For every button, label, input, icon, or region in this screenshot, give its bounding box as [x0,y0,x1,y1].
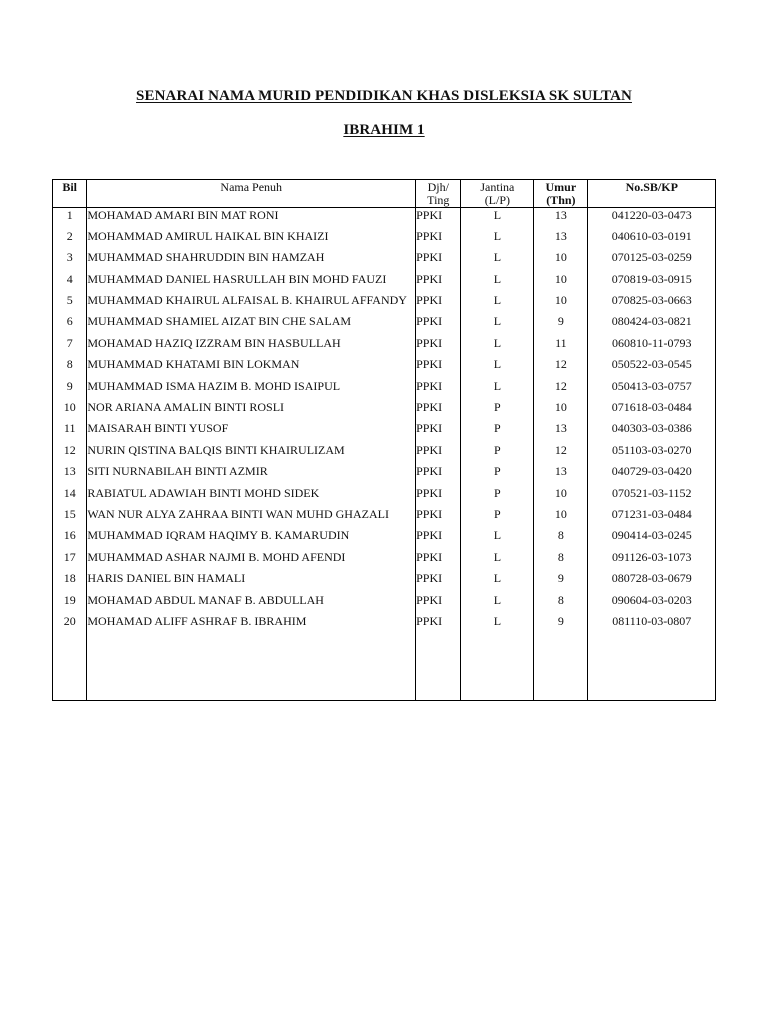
table-empty-space [53,635,716,700]
cell-nama: MOHAMAD ABDUL MANAF B. ABDULLAH [87,593,416,614]
cell-bil: 17 [53,550,87,571]
cell-jantina: L [461,379,534,400]
cell-djh: PPKI [416,443,461,464]
cell-bil: 2 [53,229,87,250]
cell-bil: 6 [53,314,87,335]
table-row [53,550,716,571]
header-nama: Nama Penuh [87,180,416,208]
cell-bil: 18 [53,571,87,592]
cell-jantina: L [461,293,534,314]
document-subtitle: IBRAHIM 1 [343,122,425,138]
table-row [53,379,716,400]
cell-bil: 11 [53,421,87,442]
header-jantina-line2: (L/P) [484,193,511,207]
cell-umur: 9 [534,314,588,335]
cell-jantina: P [461,464,534,485]
cell-no-kp: 070521-03-1152 [588,486,716,507]
cell-djh: PPKI [416,614,461,635]
cell-nama: MOHAMAD ALIFF ASHRAF B. IBRAHIM [87,614,416,635]
cell-nama: NOR ARIANA AMALIN BINTI ROSLI [87,400,416,421]
cell-bil: 12 [53,443,87,464]
table-row [53,464,716,485]
table-row [53,528,716,549]
cell-nama: MOHAMMAD AMIRUL HAIKAL BIN KHAIZI [87,229,416,250]
cell-djh: PPKI [416,550,461,571]
cell-no-kp: 080728-03-0679 [588,571,716,592]
header-djh-line1: Djh/ [427,180,449,194]
cell-umur: 10 [534,486,588,507]
table-row [53,486,716,507]
cell-umur: 13 [534,229,588,250]
header-djh [416,180,461,208]
cell-bil: 13 [53,464,87,485]
header-umur [534,180,588,208]
cell-nama: WAN NUR ALYA ZAHRAA BINTI WAN MUHD GHAZALI [87,507,416,528]
header-djh-line2: Ting [427,193,450,207]
header-jantina-line1: Jantina [480,180,515,194]
cell-nama: HARIS DANIEL BIN HAMALI [87,571,416,592]
cell-nama: RABIATUL ADAWIAH BINTI MOHD SIDEK [87,486,416,507]
cell-umur: 12 [534,357,588,378]
cell-djh: PPKI [416,464,461,485]
cell-jantina: L [461,208,534,229]
cell-no-kp: 050522-03-0545 [588,357,716,378]
cell-no-kp: 050413-03-0757 [588,379,716,400]
cell-djh: PPKI [416,421,461,442]
table-row [53,314,716,335]
cell-bil: 7 [53,336,87,357]
cell-nama: NURIN QISTINA BALQIS BINTI KHAIRULIZAM [87,443,416,464]
cell-no-kp: 040610-03-0191 [588,229,716,250]
cell-jantina: L [461,250,534,271]
cell-jantina: L [461,614,534,635]
cell-bil: 20 [53,614,87,635]
cell-umur: 13 [534,464,588,485]
cell-nama: MAISARAH BINTI YUSOF [87,421,416,442]
cell-bil: 4 [53,272,87,293]
header-row [53,180,716,208]
cell-bil: 14 [53,486,87,507]
cell-no-kp: 071231-03-0484 [588,507,716,528]
cell-no-kp: 081110-03-0807 [588,614,716,635]
cell-umur: 9 [534,571,588,592]
table-row [53,571,716,592]
cell-umur: 12 [534,443,588,464]
table-row [53,293,716,314]
table-row [53,421,716,442]
cell-no-kp: 060810-11-0793 [588,336,716,357]
cell-bil: 9 [53,379,87,400]
cell-no-kp: 070825-03-0663 [588,293,716,314]
cell-nama: MUHAMMAD KHATAMI BIN LOKMAN [87,357,416,378]
cell-jantina: L [461,314,534,335]
cell-bil: 15 [53,507,87,528]
cell-jantina: L [461,550,534,571]
cell-bil: 3 [53,250,87,271]
header-jantina [461,180,534,208]
cell-jantina: L [461,571,534,592]
cell-no-kp: 040729-03-0420 [588,464,716,485]
cell-nama: MUHAMMAD IQRAM HAQIMY B. KAMARUDIN [87,528,416,549]
cell-djh: PPKI [416,272,461,293]
cell-umur: 11 [534,336,588,357]
cell-umur: 8 [534,593,588,614]
header-umur-line1: Umur [545,180,577,194]
cell-bil: 5 [53,293,87,314]
cell-jantina: L [461,272,534,293]
cell-djh: PPKI [416,528,461,549]
cell-no-kp: 090604-03-0203 [588,593,716,614]
table-row [53,272,716,293]
cell-djh: PPKI [416,314,461,335]
cell-djh: PPKI [416,593,461,614]
cell-umur: 10 [534,400,588,421]
cell-no-kp: 071618-03-0484 [588,400,716,421]
cell-jantina: P [461,486,534,507]
cell-no-kp: 070819-03-0915 [588,272,716,293]
cell-bil: 16 [53,528,87,549]
cell-nama: MOHAMAD AMARI BIN MAT RONI [87,208,416,229]
cell-djh: PPKI [416,571,461,592]
header-kp: No.SB/KP [588,180,716,208]
table-row [53,250,716,271]
cell-djh: PPKI [416,293,461,314]
cell-jantina: L [461,528,534,549]
table-row [53,208,716,229]
table-body [53,208,716,701]
cell-bil: 1 [53,208,87,229]
cell-umur: 8 [534,528,588,549]
cell-nama: MOHAMAD HAZIQ IZZRAM BIN HASBULLAH [87,336,416,357]
cell-djh: PPKI [416,229,461,250]
cell-umur: 13 [534,421,588,442]
cell-no-kp: 070125-03-0259 [588,250,716,271]
cell-no-kp: 091126-03-1073 [588,550,716,571]
cell-umur: 13 [534,208,588,229]
cell-bil: 10 [53,400,87,421]
cell-nama: MUHAMMAD ASHAR NAJMI B. MOHD AFENDI [87,550,416,571]
cell-no-kp: 040303-03-0386 [588,421,716,442]
cell-umur: 9 [534,614,588,635]
cell-umur: 8 [534,550,588,571]
cell-djh: PPKI [416,336,461,357]
cell-nama: MUHAMMAD KHAIRUL ALFAISAL B. KHAIRUL AFFANDY [87,293,416,314]
cell-bil: 8 [53,357,87,378]
cell-djh: PPKI [416,507,461,528]
cell-jantina: L [461,229,534,250]
cell-djh: PPKI [416,486,461,507]
cell-jantina: L [461,593,534,614]
cell-jantina: P [461,421,534,442]
table-row [53,229,716,250]
cell-umur: 10 [534,507,588,528]
document-title: SENARAI NAMA MURID PENDIDIKAN KHAS DISLEKSIA SK SULTAN [136,88,632,104]
table-row [53,443,716,464]
cell-umur: 10 [534,272,588,293]
table-row [53,507,716,528]
cell-no-kp: 080424-03-0821 [588,314,716,335]
cell-djh: PPKI [416,208,461,229]
table-row [53,336,716,357]
cell-nama: SITI NURNABILAH BINTI AZMIR [87,464,416,485]
cell-nama: MUHAMMAD SHAMIEL AIZAT BIN CHE SALAM [87,314,416,335]
cell-djh: PPKI [416,357,461,378]
table-row [53,614,716,635]
cell-jantina: L [461,336,534,357]
cell-bil: 19 [53,593,87,614]
cell-jantina: P [461,400,534,421]
cell-djh: PPKI [416,250,461,271]
cell-no-kp: 051103-03-0270 [588,443,716,464]
cell-nama: MUHAMMAD SHAHRUDDIN BIN HAMZAH [87,250,416,271]
cell-no-kp: 041220-03-0473 [588,208,716,229]
header-bil: Bil [53,180,87,208]
cell-djh: PPKI [416,400,461,421]
cell-nama: MUHAMMAD DANIEL HASRULLAH BIN MOHD FAUZI [87,272,416,293]
cell-jantina: P [461,507,534,528]
cell-umur: 12 [534,379,588,400]
cell-jantina: L [461,357,534,378]
cell-jantina: P [461,443,534,464]
table-row [53,400,716,421]
cell-umur: 10 [534,250,588,271]
cell-djh: PPKI [416,379,461,400]
table-header [53,180,716,208]
table-row [53,593,716,614]
cell-no-kp: 090414-03-0245 [588,528,716,549]
cell-nama: MUHAMMAD ISMA HAZIM B. MOHD ISAIPUL [87,379,416,400]
cell-umur: 10 [534,293,588,314]
table-row [53,357,716,378]
student-roster-table [52,179,716,701]
header-umur-line2: (Thn) [546,193,576,207]
